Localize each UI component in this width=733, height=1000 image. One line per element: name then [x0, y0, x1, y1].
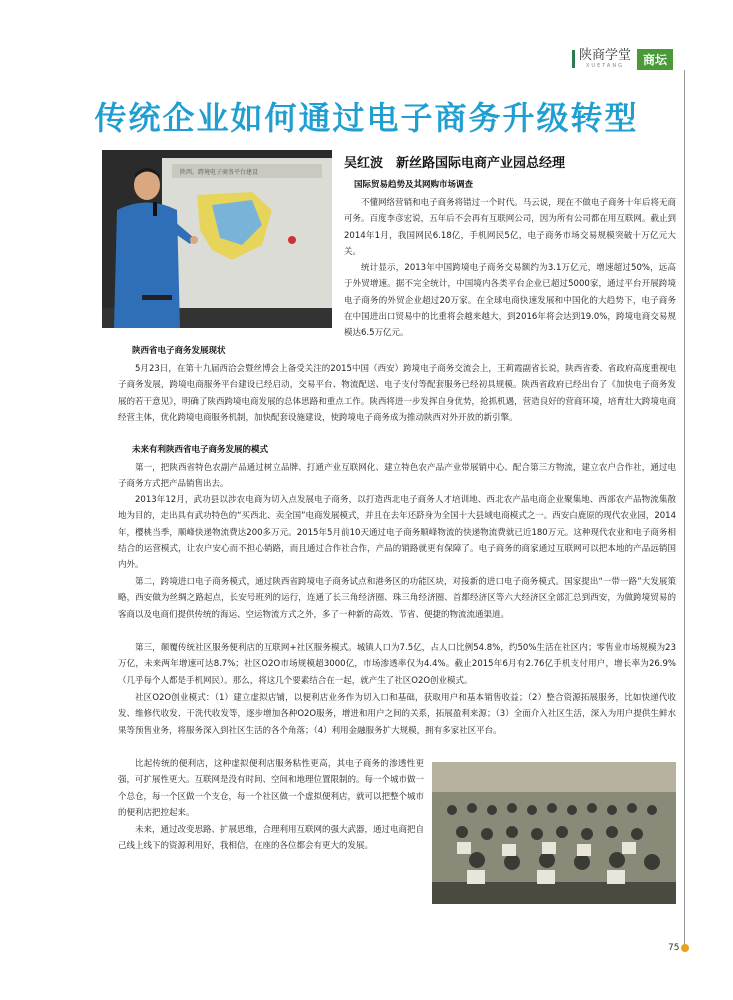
- paragraph: 社区O2O创业模式：（1）建立虚拟店铺，以便利店业务作为切入口和基础，获取用户和基本销售收益；（2）整合资源拓展服务，比如快递代收发、维修代收发、干洗代收发等，逐步增加各种O2O服务，增进和用户之间的关系，拓展盈利来源；（3）全面介入社区生活，深入为用户提供生鲜水果等预售业务，将服务深入到社区生活的各个角落；（4）利用金融服务扩大规模，拥有多家社区平台。: [118, 693, 676, 736]
- paragraph: 比起传统的便利店，这种虚拟便利店服务粘性更高，其电子商务的渗透性更强，可扩展性更大。互联网是没有时间、空间和地理位置限制的。每一个城市做一个总仓，每一个区做一个支仓，每一个社区做一个虚拟便利店，就可以把整个城市的便利店把控起来。: [118, 759, 425, 818]
- paragraph: 5月23日，在第十九届西洽会暨丝博会上备受关注的2015中国（西安）跨境电子商务交流会上，王莉霞副省长说，陕西省委、省政府高度重视电子商务发展，跨境电商服务平台建设已经启动，交易平台、物流配送、电子支付等配套服务已经初具规模。陕西省政府已经出台了《加快电子商务发展的若干意见》，明确了陕西跨境电商发展的总体思路和重点工作。陕西将进一步发挥自身优势，抢抓机遇，营造良好的营商环境，培育壮大跨境电商经营主体，优化跨境电商服务机制，加快配套设施建设，使跨境电子商务成为推动陕西对外开放的新引擎。: [118, 364, 676, 423]
- paragraph: 第三，颠覆传统社区服务便利店的互联网+社区服务模式。城镇人口为7.5亿，占人口比例54.8%，约50%生活在社区内；零售业市场规模为23万亿，未来两年增速可达8.7%；社区O2O市场规模超3000亿，市场渗透率仅为4.4%。截止2015年6月有2.76亿手机支付用户，增长率为26.9%（几乎每个人都是手机网民）。那么，将这几个要素结合在一起，就产生了社区O2O创业模式。: [118, 643, 676, 686]
- section-heading-2: 陕西省电子商务发展现状: [132, 346, 226, 356]
- section-header: [572, 48, 673, 70]
- section-name: 陕商学堂: [578, 48, 631, 63]
- header-accent-bar: [572, 50, 575, 68]
- section-heading-1: 国际贸易趋势及其网购市场调查: [354, 180, 474, 190]
- page-dot-icon: [681, 944, 689, 952]
- paragraph: 第一，把陕西省特色农副产品通过树立品牌、打通产业互联网化、建立特色农产品产业带展销中心、配合第三方物流，建立农户合作社，通过电子商务方式把产品销售出去。: [118, 463, 676, 490]
- screen-caption: 陕西，跨境电子商务平台建设: [180, 169, 259, 176]
- author-line: 吴红波 新丝路国际电商产业园总经理: [344, 156, 566, 171]
- paragraph: 第二，跨境进口电子商务模式，通过陕西省跨境电子商务试点和港务区的功能区块，对接新的进口电子商务模式。国家提出“一带一路”大发展策略，西安做为丝绸之路起点，长安号班列的运行，连通了长三角经济圈、珠三角经济圈、首都经济区等六大经济区全部汇总到西安，为做跨境贸易的客商以及电商们提供传统的海运、空运物流方式之外，多了一种新的高效、节省、便捷的物流流通渠道。: [118, 577, 676, 620]
- section-badge: 商坛: [637, 49, 673, 70]
- section-heading-3: 未来有利陕西省电子商务发展的模式: [132, 445, 269, 455]
- audience-photo: [432, 762, 676, 904]
- section-subname: XUETANG: [586, 63, 624, 69]
- paragraph: 2013年12月，武功县以涉农电商为切入点发展电子商务，以打造西北电子商务人才培训地、西北农产品电商企业聚集地、西部农产品物流集散地为目的，走出具有武功特色的“买西北、卖全国”电商发展模式，并且在去年还跻身为全国十大县域电商模式之一。西安白鹿原的现代农业园，2014年，樱桃当季，顺峰快递物流费达200多万元。2015年5月前10天通过电子商务顺峰物流的快递物流费就已近180万元。这种现代农业和电子商务相结合的运营模式，让农户安心而不担心销路，而且通过合作社合作，产品的销路就更有保障了。电子商务的商家通过互联网可以把本地的产品远销国内外。: [118, 495, 676, 571]
- speaker-photo: [102, 150, 332, 328]
- article-title: 传统企业如何通过电子商务升级转型: [94, 99, 639, 137]
- page-number: 75: [668, 943, 689, 953]
- paragraph: 不懂网络营销和电子商务将错过一个时代。马云说，现在不做电子商务十年后将无商可务。百度李彦宏说，五年后不会再有互联网公司，因为所有公司都在用互联网。截止到2014年1月，我国网民6.18亿，手机网民5亿，电子商务市场交易规模突破十万亿元大关。: [344, 198, 676, 257]
- paragraph: 统计显示，2013年中国跨境电子商务交易额约为3.1万亿元，增速超过50%，远高于外贸增速。据不完全统计，中国境内各类平台企业已超过5000家，通过平台开展跨境电子商务的外贸企业超过20万家。在全球电商快速发展和中国化的大趋势下，电子商务在中国进出口贸易中的比重将会越来越大，到2016年将会达到19.0%，跨境电商交易规模达6.5万亿元。: [344, 263, 676, 339]
- paragraph: 未来，通过改变思路、扩展思维，合理利用互联网的强大武器，通过电商把自己线上线下的资源利用好，我相信，在座的各位都会有更大的发展。: [118, 825, 425, 852]
- margin-rule: [684, 70, 685, 950]
